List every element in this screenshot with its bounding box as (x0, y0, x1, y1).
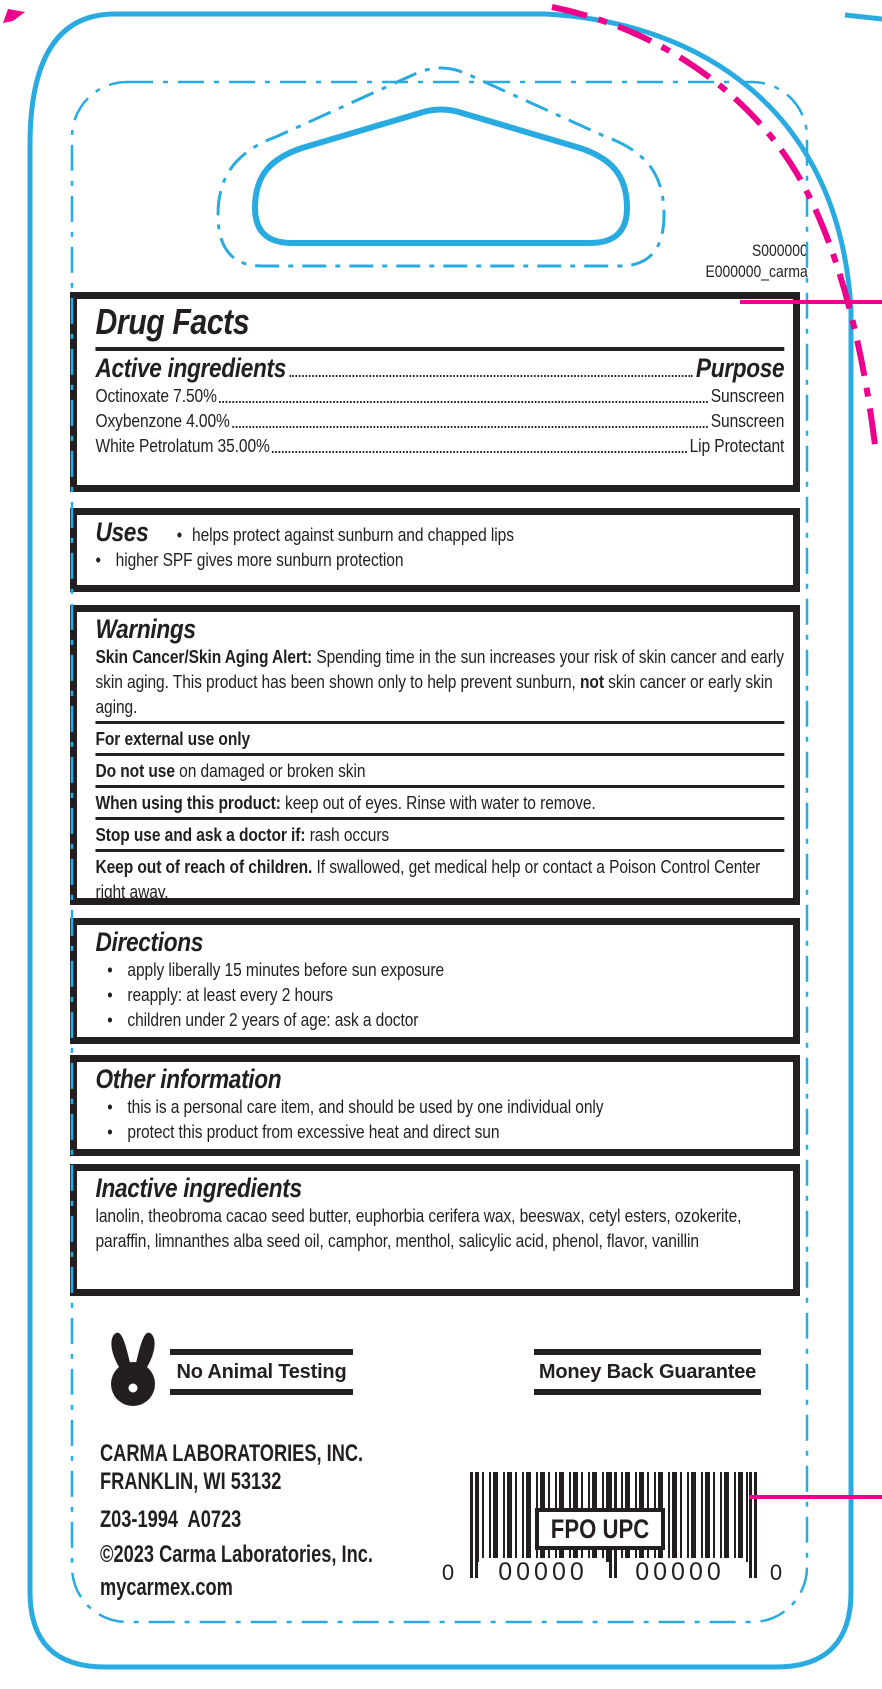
warning-rule (95, 721, 784, 724)
registration-mark-top-left (3, 9, 25, 23)
title-rule (95, 347, 784, 351)
ingredient-purpose: Sunscreen (710, 385, 785, 406)
other-info-bullet-text: this is a personal care item, and should be used by one individual only (127, 1096, 604, 1117)
magenta-guide-line-barcode (749, 1495, 882, 1499)
bullet-icon (107, 1094, 127, 1119)
alert-bold: Skin Cancer/Skin Aging Alert: (95, 646, 313, 667)
plate-codes (706, 240, 808, 282)
ingredient-name: White Petrolatum 35.00% (95, 435, 270, 456)
warning-row (95, 726, 784, 751)
warning-text: on damaged or broken skin (174, 760, 366, 781)
directions-bullet (95, 982, 784, 1007)
directions-box (70, 918, 800, 1044)
dieline-stray-dash (845, 15, 882, 19)
website: mycarmex.com (100, 1574, 233, 1601)
uses-line (95, 518, 784, 547)
bunny-icon (103, 1330, 163, 1412)
bullet-icon (167, 522, 192, 547)
warning-bold: Stop use and ask a doctor if: (95, 824, 306, 845)
directions-bullet-text: children under 2 years of age: ask a doctor (127, 1009, 419, 1030)
badge-rule-bottom (170, 1389, 353, 1395)
bullet-icon (107, 1119, 127, 1144)
warning-bold: Keep out of reach of children. (95, 856, 313, 877)
other-info-bullet-text: protect this product from excessive heat and direct sun (127, 1121, 500, 1142)
bullet-icon (107, 1007, 127, 1032)
warning-rule (95, 849, 784, 852)
warning-text: keep out of eyes. Rinse with water to remove. (280, 792, 596, 813)
inactive-ingredients-text: lanolin, theobroma cacao seed butter, euphorbia cerifera wax, beeswax, cetyl esters, ozokerite, paraffin, limnanthes alba seed oil, camphor, menthol, salicylic acid, phenol, flavor, vanillin (95, 1205, 742, 1251)
dot-leader (289, 375, 692, 377)
barcode-guard-left (470, 1472, 478, 1578)
upc-digit-left: 0 (441, 1560, 455, 1585)
fpo-upc-text: FPO UPC (550, 1513, 650, 1544)
no-animal-testing-label: No Animal Testing (176, 1361, 347, 1383)
company-block (100, 1440, 459, 1602)
other-info-bullet (95, 1119, 784, 1144)
warning-row (95, 790, 784, 815)
bullet-icon (107, 982, 127, 1007)
purpose-label: Purpose (695, 353, 785, 383)
warning-bold: Do not use (95, 760, 175, 781)
drug-facts-box (70, 292, 800, 492)
upc-digit-right: 0 (769, 1560, 783, 1585)
uses-bullet (95, 547, 784, 572)
warning-rule (95, 785, 784, 788)
drug-facts-title: Drug Facts (95, 301, 250, 342)
directions-bullet (95, 1007, 784, 1032)
ingredient-purpose: Lip Protectant (689, 435, 785, 456)
uses-bullet-text: higher SPF gives more sunburn protection (115, 549, 404, 570)
upc-digits-group1: 00000 (482, 1558, 604, 1587)
warning-text: rash occurs (305, 824, 390, 845)
skin-cancer-alert (95, 644, 784, 719)
other-information-box (70, 1055, 800, 1156)
directions-title: Directions (95, 927, 204, 957)
alert-text: skin cancer or early skin aging. (95, 671, 773, 717)
warning-row (95, 758, 784, 783)
dot-leader (272, 451, 687, 453)
uses-title: Uses (95, 517, 149, 547)
money-back-guarantee-label: Money Back Guarantee (538, 1361, 757, 1383)
uses-bullet-text: helps protect against sunburn and chapped lips (192, 524, 514, 545)
company-name: CARMA LABORATORIES, INC. (100, 1440, 364, 1467)
active-ingredient-row (95, 408, 784, 433)
plate-code-line1: S000000 (752, 241, 808, 260)
ingredient-name: Octinoxate 7.50% (95, 385, 217, 406)
plate-code-line2: E000000_carma (705, 262, 808, 281)
warning-row (95, 822, 784, 847)
company-address: FRANKLIN, WI 53132 (100, 1468, 282, 1495)
barcode-guard-right (749, 1472, 757, 1578)
directions-bullet-text: apply liberally 15 minutes before sun exposure (127, 959, 445, 980)
warning-rule (95, 753, 784, 756)
inactive-ingredients-box (70, 1164, 800, 1296)
bullet-icon (107, 957, 127, 982)
dot-leader (232, 426, 708, 428)
other-info-bullet (95, 1094, 784, 1119)
warning-bold: When using this product: (95, 792, 281, 813)
bullet-icon (95, 547, 115, 572)
warnings-box (70, 605, 800, 905)
warning-bold: For external use only (95, 728, 251, 749)
fpo-upc-label (535, 1508, 665, 1550)
item-code: Z03-1994 A0723 (100, 1506, 242, 1533)
hang-hole-cut (255, 110, 627, 244)
ingredient-purpose: Sunscreen (710, 410, 785, 431)
no-animal-testing-badge (170, 1349, 353, 1395)
warning-row (95, 854, 784, 904)
inactive-ingredients-title: Inactive ingredients (95, 1173, 302, 1203)
active-ingredient-row (95, 433, 784, 458)
hang-hole-fold-outline (218, 68, 664, 266)
alert-bold: not (580, 671, 604, 692)
copyright-line: ©2023 Carma Laboratories, Inc. (100, 1541, 373, 1568)
ingredient-name: Oxybenzone 4.00% (95, 410, 230, 431)
uses-box (70, 508, 800, 592)
money-back-guarantee-badge (534, 1349, 761, 1395)
dot-leader (219, 401, 708, 403)
active-ingredients-header (95, 354, 784, 383)
active-ingredients-label: Active ingredients (95, 353, 287, 383)
directions-bullet (95, 957, 784, 982)
active-ingredient-row (95, 383, 784, 408)
warnings-title: Warnings (95, 614, 196, 644)
badge-rule-bottom (534, 1389, 761, 1395)
other-information-title: Other information (95, 1064, 282, 1094)
warning-rule (95, 817, 784, 820)
directions-bullet-text: reapply: at least every 2 hours (127, 984, 333, 1005)
upc-digits-group2: 00000 (617, 1558, 743, 1587)
alert-text: Spending time in the sun increases your risk of skin cancer and early skin aging. This product has been shown only to help prevent sunburn, (95, 646, 784, 692)
warning-text: If swallowed, get medical help or contact a Poison Control Center right away. (95, 856, 761, 902)
